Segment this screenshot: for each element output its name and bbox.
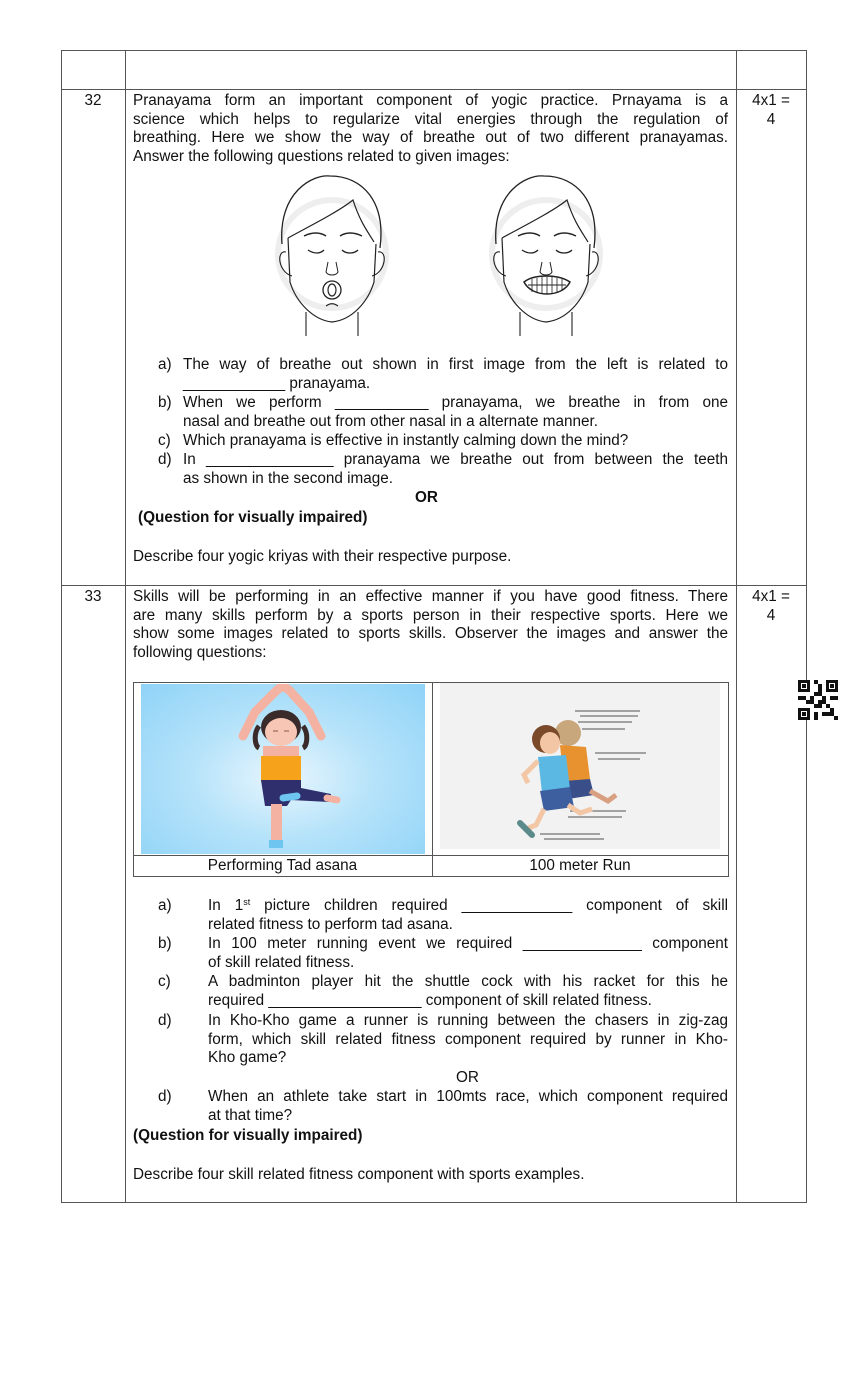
face-breathe-out-teeth-image xyxy=(482,172,610,336)
subquestion-text: required __________________ component of skill related fitness. xyxy=(208,991,652,1009)
subquestion-text: In Kho-Kho game a runner is running between the chasers in zig-zag xyxy=(208,1012,728,1029)
intro-line: are many skills perform by a sports person in their respective sports. Here we xyxy=(133,606,728,624)
subquestion-d xyxy=(158,451,728,489)
subquestion-text: form, which skill related fitness component required by runner in Kho- xyxy=(208,1030,728,1048)
question-number: 33 xyxy=(84,588,102,605)
subquestion-text: Which pranayama is effective in instantly calming down the mind? xyxy=(183,432,629,449)
subquestion-text: In 100 meter running event we required ______________ component xyxy=(208,935,728,952)
subquestion-d xyxy=(158,1012,728,1069)
table-col-divider-1 xyxy=(125,50,126,1203)
question-number: 32 xyxy=(84,92,102,109)
subquestion-label: d) xyxy=(158,1012,172,1029)
table-border-left xyxy=(61,50,62,1203)
marks-line2: 4 xyxy=(766,110,776,128)
subquestion-label: d) xyxy=(158,451,172,468)
question-intro xyxy=(133,588,728,662)
subquestion-b xyxy=(158,935,728,973)
subquestion-text: at that time? xyxy=(208,1106,293,1124)
subquestion-label: c) xyxy=(158,973,171,990)
subquestion-label: b) xyxy=(158,935,172,952)
marks-line1: 4x1 = xyxy=(752,588,790,605)
tad-asana-image xyxy=(141,684,425,854)
subquestion-d-alternate xyxy=(158,1088,728,1126)
visually-impaired-question: Describe four skill related fitness component with sports examples. xyxy=(133,1166,585,1183)
intro-line: Pranayama form an important component of yogic practice. Prnayama is a xyxy=(133,92,728,109)
subquestion-a xyxy=(158,897,728,935)
marks xyxy=(736,92,806,129)
or-separator: OR xyxy=(456,1069,479,1086)
intro-line: following questions: xyxy=(133,643,267,661)
qr-code-icon xyxy=(798,680,838,720)
subquestion-text: as shown in the second image. xyxy=(183,469,394,487)
visually-impaired-heading: (Question for visually impaired) xyxy=(133,1127,363,1144)
subquestion-label: b) xyxy=(158,394,172,411)
intro-line: science which helps to regularize vital energies through the regulation of xyxy=(133,110,728,128)
intro-line: show some images related to sports skills. Observer the images and answer the xyxy=(133,625,728,643)
image-caption: Performing Tad asana xyxy=(207,857,358,874)
marks xyxy=(736,588,806,625)
subquestion-c xyxy=(158,432,728,451)
subquestion-label: c) xyxy=(158,432,171,449)
image-table-right xyxy=(728,682,729,877)
marks-line1: 4x1 = xyxy=(752,92,790,109)
intro-line: breathing. Here we show the way of breathe out of two different pranayamas. xyxy=(133,129,728,147)
subquestion-label: d) xyxy=(158,1088,172,1105)
subquestion-text: of skill related fitness. xyxy=(208,953,355,971)
image-table-middle xyxy=(432,682,433,877)
subquestion-text: ____________ pranayama. xyxy=(183,374,371,392)
table-border-bottom xyxy=(61,1202,807,1203)
or-separator: OR xyxy=(415,489,438,506)
subquestion-text: When we perform ___________ pranayama, we breathe in from one xyxy=(183,394,728,411)
table-border-right xyxy=(806,50,807,1203)
image-table-bottom xyxy=(133,876,729,877)
subquestion-text: A badminton player hit the shuttle cock with his racket for this he xyxy=(208,973,728,990)
table-row-divider-2 xyxy=(61,585,807,586)
subquestion-b xyxy=(158,394,728,432)
question-intro xyxy=(133,92,728,166)
face-breathe-out-rounded-lips-image xyxy=(268,172,396,336)
image-caption: 100 meter Run xyxy=(529,857,631,874)
marks-line2: 4 xyxy=(766,606,776,624)
subquestion-text: Kho game? xyxy=(208,1049,287,1067)
intro-line: Answer the following questions related to given images: xyxy=(133,147,510,165)
visually-impaired-question: Describe four yogic kriyas with their respective purpose. xyxy=(133,548,512,565)
subquestion-c xyxy=(158,973,728,1011)
subquestion-text: In _______________ pranayama we breathe out from between the teeth xyxy=(183,451,728,468)
table-col-divider-2 xyxy=(736,50,737,1203)
subquestion-text: nasal and breathe out from other nasal in a alternate manner. xyxy=(183,412,598,430)
subquestion-text: In 1st picture children required _____________ component of skill xyxy=(208,897,729,914)
table-row-divider-1 xyxy=(61,89,807,90)
subquestion-text: When an athlete take start in 100mts race, which component required xyxy=(208,1088,728,1105)
image-table-divider xyxy=(133,855,729,856)
subquestion-text: The way of breathe out shown in first image from the left is related to xyxy=(183,356,728,373)
visually-impaired-heading: (Question for visually impaired) xyxy=(138,509,368,526)
image-table-left xyxy=(133,682,134,877)
intro-line: Skills will be performing in an effective manner if you have good fitness. There xyxy=(133,588,728,605)
subquestion-text: related fitness to perform tad asana. xyxy=(208,915,453,933)
subquestion-label: a) xyxy=(158,897,172,914)
100-meter-run-image xyxy=(440,683,720,849)
table-border-top xyxy=(61,50,807,51)
subquestion-a xyxy=(158,356,728,394)
subquestion-label: a) xyxy=(158,356,172,373)
